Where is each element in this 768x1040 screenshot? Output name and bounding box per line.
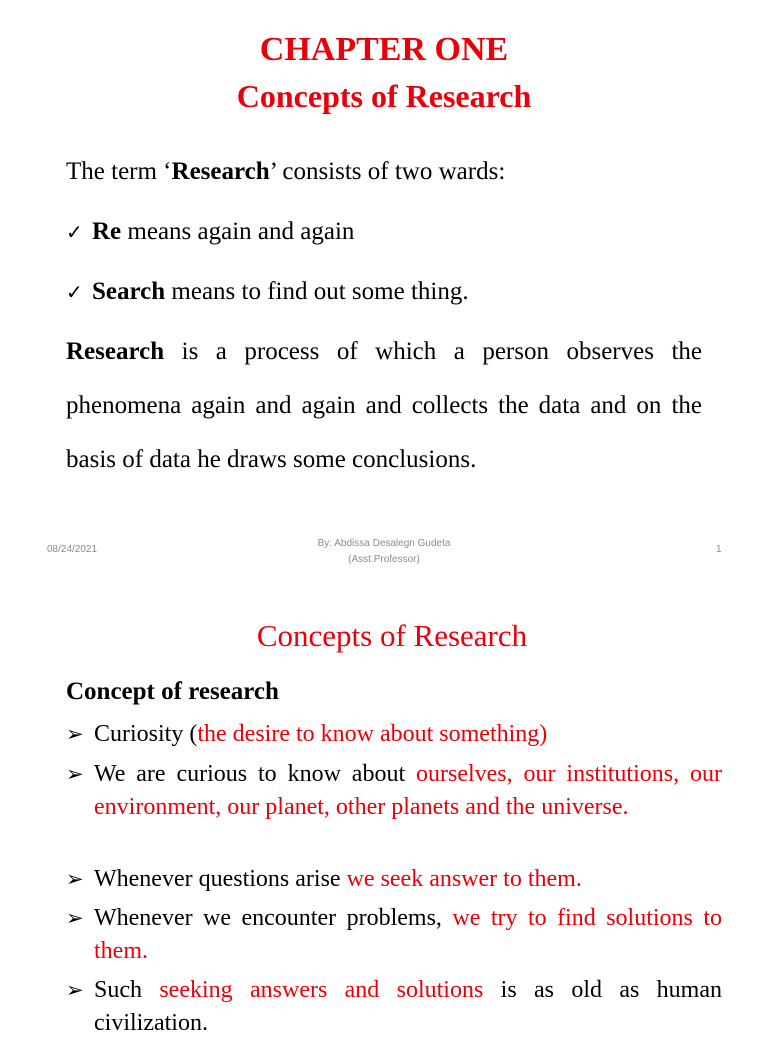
bullet-text: Whenever we encounter problems, bbox=[94, 905, 453, 931]
definition-text: is a process of which a person observes the phenomena again and again and collects the data and on the basis of data he draws some conclusions. bbox=[66, 338, 702, 473]
check-term: Re bbox=[92, 218, 122, 245]
arrow-bullet-icon: ➢ bbox=[66, 762, 84, 786]
intro-bold: Research bbox=[171, 158, 270, 185]
author-title: (Asst.Professor) bbox=[348, 554, 420, 565]
intro-pre: The term ‘ bbox=[66, 158, 172, 185]
bullet-text: . bbox=[622, 794, 629, 820]
bullet-text: Such bbox=[94, 977, 160, 1003]
checkmark-icon: ✓ bbox=[66, 220, 83, 244]
bullet-highlight: we try to find solutions to them. bbox=[94, 905, 722, 964]
bullet-highlight: the desire to know about something) bbox=[197, 721, 548, 747]
bullet-highlight: we seek answer to them. bbox=[346, 866, 582, 892]
arrow-bullet-icon: ➢ bbox=[66, 867, 84, 891]
bullet-highlight: seeking answers and solutions bbox=[159, 977, 484, 1003]
check-text: means to find out some thing. bbox=[165, 278, 469, 305]
checkmark-icon: ✓ bbox=[66, 280, 83, 304]
bullet-item bbox=[66, 718, 722, 751]
footer-author bbox=[250, 536, 518, 568]
bullet-item bbox=[66, 902, 722, 968]
check-term: Search bbox=[92, 278, 166, 305]
definition-term: Research bbox=[66, 338, 165, 365]
subheading: Concept of research bbox=[66, 678, 279, 705]
slide-2 bbox=[0, 576, 768, 1036]
intro-post: ’ consists of two wards: bbox=[269, 158, 506, 185]
bullet-text: Whenever questions arise bbox=[94, 866, 347, 892]
check-item bbox=[66, 216, 354, 248]
author-name: By: Abdissa Desalegn Gudeta bbox=[317, 538, 451, 549]
bullet-item bbox=[66, 758, 722, 824]
definition-paragraph bbox=[66, 325, 702, 487]
slide-title: Concepts of Research bbox=[236, 78, 532, 114]
bullet-item bbox=[66, 863, 722, 896]
arrow-bullet-icon: ➢ bbox=[66, 722, 84, 746]
slide-title: Concepts of Research bbox=[256, 618, 528, 653]
intro-line bbox=[66, 156, 505, 188]
bullet-item bbox=[66, 974, 722, 1040]
arrow-bullet-icon: ➢ bbox=[66, 978, 84, 1002]
footer-date: 08/24/2021 bbox=[47, 544, 98, 555]
bullet-highlight: ourselves, our institutions, our environment, our planet, other planets and the universe bbox=[94, 761, 722, 820]
arrow-bullet-icon: ➢ bbox=[66, 906, 84, 930]
check-text: means again and again bbox=[121, 218, 355, 245]
bullet-text: Curiosity ( bbox=[94, 721, 198, 747]
chapter-heading: CHAPTER ONE bbox=[259, 31, 509, 68]
footer-page-number: 1 bbox=[716, 544, 722, 555]
bullet-text: is as old as human civilization. bbox=[94, 977, 723, 1036]
check-item bbox=[66, 276, 469, 308]
bullet-text: We are curious to know about bbox=[94, 761, 416, 787]
